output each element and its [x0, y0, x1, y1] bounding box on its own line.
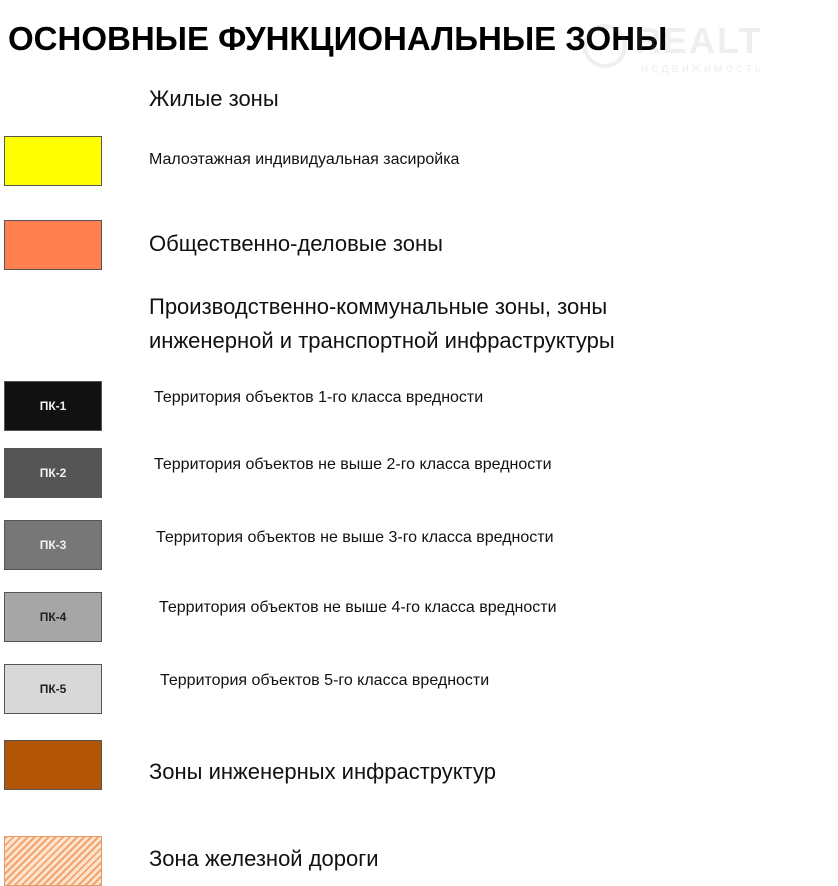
watermark-name: REALT	[635, 20, 763, 61]
page-title: ОСНОВНЫЕ ФУНКЦИОНАЛЬНЫЕ ЗОНЫ	[8, 20, 668, 57]
public-business-label: Общественно-деловые зоны	[149, 231, 443, 256]
pk4-label: Территория объектов не выше 4-го класса вредности	[159, 599, 557, 616]
watermark-logo	[583, 20, 823, 82]
pk3-label: Территория объектов не выше 3-го класса вредности	[156, 529, 554, 546]
engineering-swatch	[4, 740, 102, 790]
production-heading-line1: Производственно-коммунальные зоны, зоны	[149, 294, 608, 319]
watermark-subtitle: недвижимость	[641, 60, 765, 75]
production-heading	[149, 290, 615, 358]
pk3-code: ПК-3	[39, 538, 67, 552]
low-rise-swatch	[4, 136, 102, 186]
logo-icon	[583, 24, 627, 68]
pk5-label: Территория объектов 5-го класса вредности	[160, 672, 490, 689]
railway-swatch	[4, 836, 102, 886]
pk4-swatch	[4, 592, 102, 642]
pk2-code: ПК-2	[39, 466, 67, 480]
pk2-label: Территория объектов не выше 2-го класса вредности	[154, 456, 552, 473]
production-heading-line2: инженерной и транспортной инфраструктуры	[149, 328, 615, 353]
pk5-code: ПК-5	[39, 682, 67, 696]
residential-heading: Жилые зоны	[149, 86, 279, 111]
engineering-label: Зоны инженерных инфраструктур	[149, 759, 496, 784]
railway-label: Зона железной дороги	[149, 846, 379, 871]
pk4-code: ПК-4	[39, 610, 67, 624]
pk5-swatch	[4, 664, 102, 714]
pk1-swatch	[4, 381, 102, 431]
pk1-label: Территория объектов 1-го класса вредности	[154, 389, 484, 406]
pk1-code: ПК-1	[39, 399, 67, 413]
pk3-swatch	[4, 520, 102, 570]
pk2-swatch	[4, 448, 102, 498]
public-business-swatch	[4, 220, 102, 270]
low-rise-label: Малоэтажная индивидуальная засиройка	[149, 151, 460, 168]
